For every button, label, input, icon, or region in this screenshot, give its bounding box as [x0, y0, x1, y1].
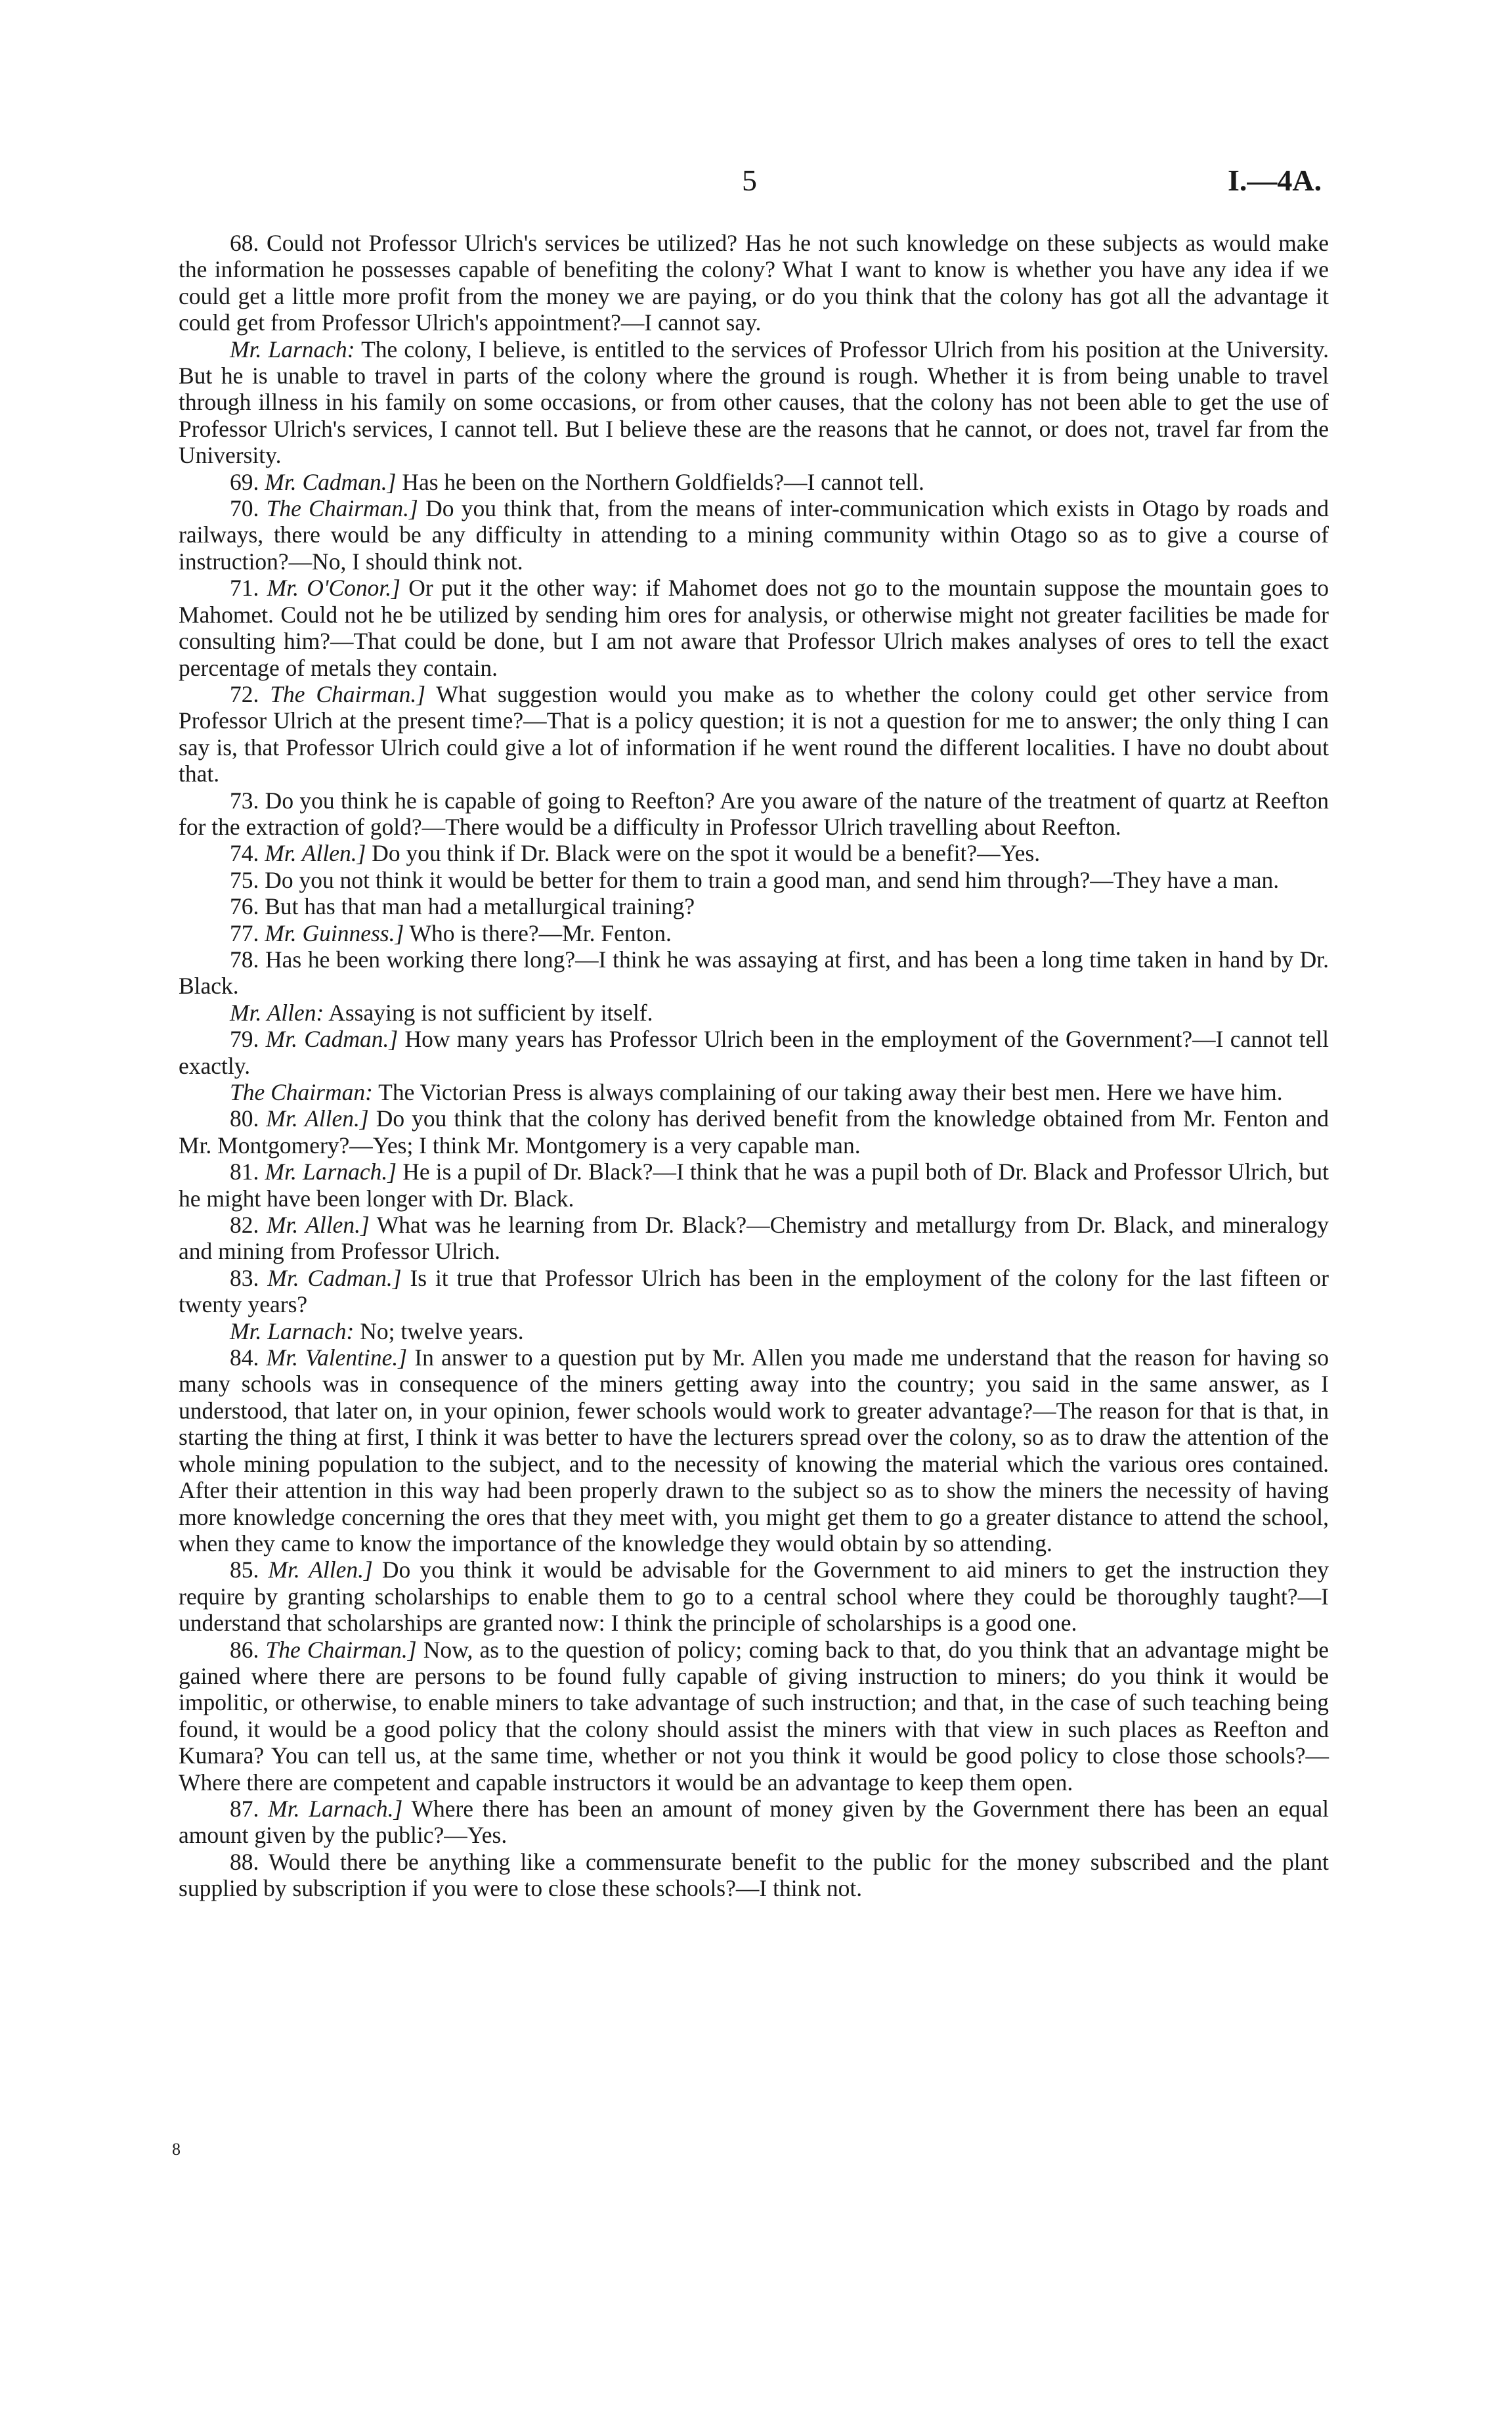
- speaker: The Chairman.]: [266, 495, 418, 522]
- paragraph: 84. Mr. Valentine.] In answer to a question put by Mr. Allen you made me understand that the reason for having so many schools was in consequence of the miners getting away into the country; you said in the same answer, as I understood, that later on, in your opinion, fewer schools would work to greater advantage?—The reason for that is that, in starting the thing at first, I think it was better to have the lecturers spread over the colony, so as to draw the attention of the whole mining population to the subject, and to the necessity of knowing the material which the various ores contained. After their attention in this way had been properly drawn to the subject so as to show the miners the necessity of having more knowledge concerning the ores that they meet with, you might get them to go a greater distance to attend the school, when they came to know the importance of the knowledge they would obtain by so attending.: [179, 1344, 1329, 1556]
- paragraph: Mr. Allen: Assaying is not sufficient by itself.: [230, 999, 653, 1026]
- paragraph: 88. Would there be anything like a commensurate benefit to the public for the money subscribed and the plant supplied by subscription if you were to close these schools?—I think not.: [179, 1848, 1329, 1902]
- speaker: Mr. Larnach:: [230, 1317, 355, 1344]
- speaker: Mr. Allen.]: [266, 1105, 369, 1132]
- page-number: 5: [742, 164, 757, 197]
- speaker: Mr. Cadman.]: [265, 1026, 399, 1053]
- speaker: Mr. Larnach.]: [268, 1795, 403, 1822]
- paragraph: 86. The Chairman.] Now, as to the question of policy; coming back to that, do you think that an advantage might be gained where there are persons to be found fully capable of giving instruction to miners; do you think it would be impolitic, or otherwise, to enable miners to take advantage of such instruction; and that, in the case of such teaching being found, it would be a good policy that the colony should assist the miners with that view in such places as Reefton and Kumara? You can tell us, at the same time, whether or not you think it would be good policy to close those schools?—Where there are competent and capable instructors it would be an advantage to keep them open.: [179, 1636, 1329, 1796]
- speaker: Mr. Allen:: [230, 999, 324, 1026]
- paragraph: 78. Has he been working there long?—I think he was assaying at first, and has been a long time taken in hand by Dr. Black.: [179, 946, 1329, 1000]
- speaker: Mr. Cadman.]: [267, 1264, 402, 1291]
- paragraph: 74. Mr. Allen.] Do you think if Dr. Black were on the spot it would be a benefit?—Yes.: [230, 840, 1041, 867]
- speaker: Mr. Guinness.]: [265, 919, 404, 946]
- paragraph: 70. The Chairman.] Do you think that, from the means of inter-communication which exists in Otago by roads and railways, there would be any difficulty in attending to a mining community within Otago so as to give a course of instruction?—No, I should think not.: [179, 495, 1329, 575]
- speaker: Mr. Valentine.]: [266, 1344, 408, 1371]
- paragraph: 83. Mr. Cadman.] Is it true that Professor Ulrich has been in the employment of the colony for the last fifteen or twenty years?: [179, 1264, 1329, 1318]
- paragraph: 72. The Chairman.] What suggestion would you make as to whether the colony could get other service from Professor Ulrich at the present time?—That is a policy question; it is not a question for me to answer; the only thing I can say is, that Professor Ulrich could give a lot of information if he went round the different localities. I have no doubt about that.: [179, 680, 1329, 787]
- speaker: Mr. O'Conor.]: [267, 575, 400, 602]
- speaker: The Chairman.]: [270, 680, 426, 707]
- paragraph: 81. Mr. Larnach.] He is a pupil of Dr. Black?—I think that he was a pupil both of Dr. Black and Professor Ulrich, but he might have been longer with Dr. Black.: [179, 1159, 1329, 1212]
- paragraph: 79. Mr. Cadman.] How many years has Professor Ulrich been in the employment of the Government?—I cannot tell exactly.: [179, 1026, 1329, 1079]
- paragraph: 87. Mr. Larnach.] Where there has been an amount of money given by the Government there has been an equal amount given by the public?—Yes.: [179, 1795, 1329, 1849]
- speaker: Mr. Allen.]: [266, 1212, 370, 1239]
- paragraph: 75. Do you not think it would be better for them to train a good man, and send him through?—They have a man.: [230, 866, 1280, 893]
- speaker: The Chairman:: [230, 1079, 373, 1105]
- paragraph: 71. Mr. O'Conor.] Or put it the other way: if Mahomet does not go to the mountain suppose the mountain goes to Mahomet. Could not he be utilized by sending him ores for analysis, or otherwise might not greater facilities be made for consulting him?—That could be done, but I am not aware that Professor Ulrich makes analyses of ores to tell the exact percentage of metals they contain.: [179, 575, 1329, 681]
- paragraph: Mr. Larnach: No; twelve years.: [230, 1317, 524, 1344]
- paragraph: 77. Mr. Guinness.] Who is there?—Mr. Fenton.: [230, 919, 672, 946]
- printer-mark: 8: [172, 2140, 181, 2159]
- paragraph: 85. Mr. Allen.] Do you think it would be advisable for the Government to aid miners to get the instruction they require by granting scholarships to enable them to go to a central school where they could be thoroughly taught?—I understand that scholarships are granted now: I think the principle of scholarships is a good one.: [179, 1556, 1329, 1637]
- paragraph: 76. But has that man had a metallurgical training?: [230, 893, 695, 920]
- transcript-body: [179, 230, 1329, 1902]
- speaker: Mr. Allen.]: [265, 840, 366, 867]
- speaker: The Chairman.]: [265, 1636, 417, 1663]
- speaker: Mr. Allen.]: [268, 1556, 373, 1583]
- paragraph: 73. Do you think he is capable of going to Reefton? Are you aware of the nature of the treatment of quartz at Reefton for the extraction of gold?—There would be a difficulty in Professor Ulrich travelling about Reefton.: [179, 787, 1329, 840]
- speaker: Mr. Larnach.]: [265, 1159, 397, 1185]
- document-reference: I.—4A.: [1228, 164, 1322, 197]
- paragraph: 68. Could not Professor Ulrich's services be utilized? Has he not such knowledge on these subjects as would make the information he possesses capable of benefiting the colony? What I want to know is whether you have any idea if we could get a little more profit from the money we are paying, or do you think that the colony has got all the advantage it could get from Professor Ulrich's appointment?—I cannot say.: [179, 230, 1329, 336]
- paragraph: 82. Mr. Allen.] What was he learning from Dr. Black?—Chemistry and metallurgy from Dr. Black, and mineralogy and mining from Professor Ulrich.: [179, 1212, 1329, 1265]
- paragraph: 80. Mr. Allen.] Do you think that the colony has derived benefit from the knowledge obtained from Mr. Fenton and Mr. Montgomery?—Yes; I think Mr. Montgomery is a very capable man.: [179, 1105, 1329, 1159]
- speaker: Mr. Larnach:: [230, 336, 355, 363]
- paragraph: The Chairman: The Victorian Press is always complaining of our taking away their best men. Here we have him.: [230, 1079, 1283, 1105]
- paragraph: 69. Mr. Cadman.] Has he been on the Northern Goldfields?—I cannot tell.: [230, 468, 924, 495]
- paragraph: Mr. Larnach: The colony, I believe, is entitled to the services of Professor Ulrich from his position at the University. But he is unable to travel in parts of the colony where the ground is rough. Whether it is from being unable to travel through illness in his family on some occasions, or from other causes, that the colony has not been able to get the use of Professor Ulrich's services, I cannot tell. But I believe these are the reasons that he cannot, or does not, travel far from the University.: [179, 336, 1329, 469]
- speaker: Mr. Cadman.]: [265, 468, 397, 495]
